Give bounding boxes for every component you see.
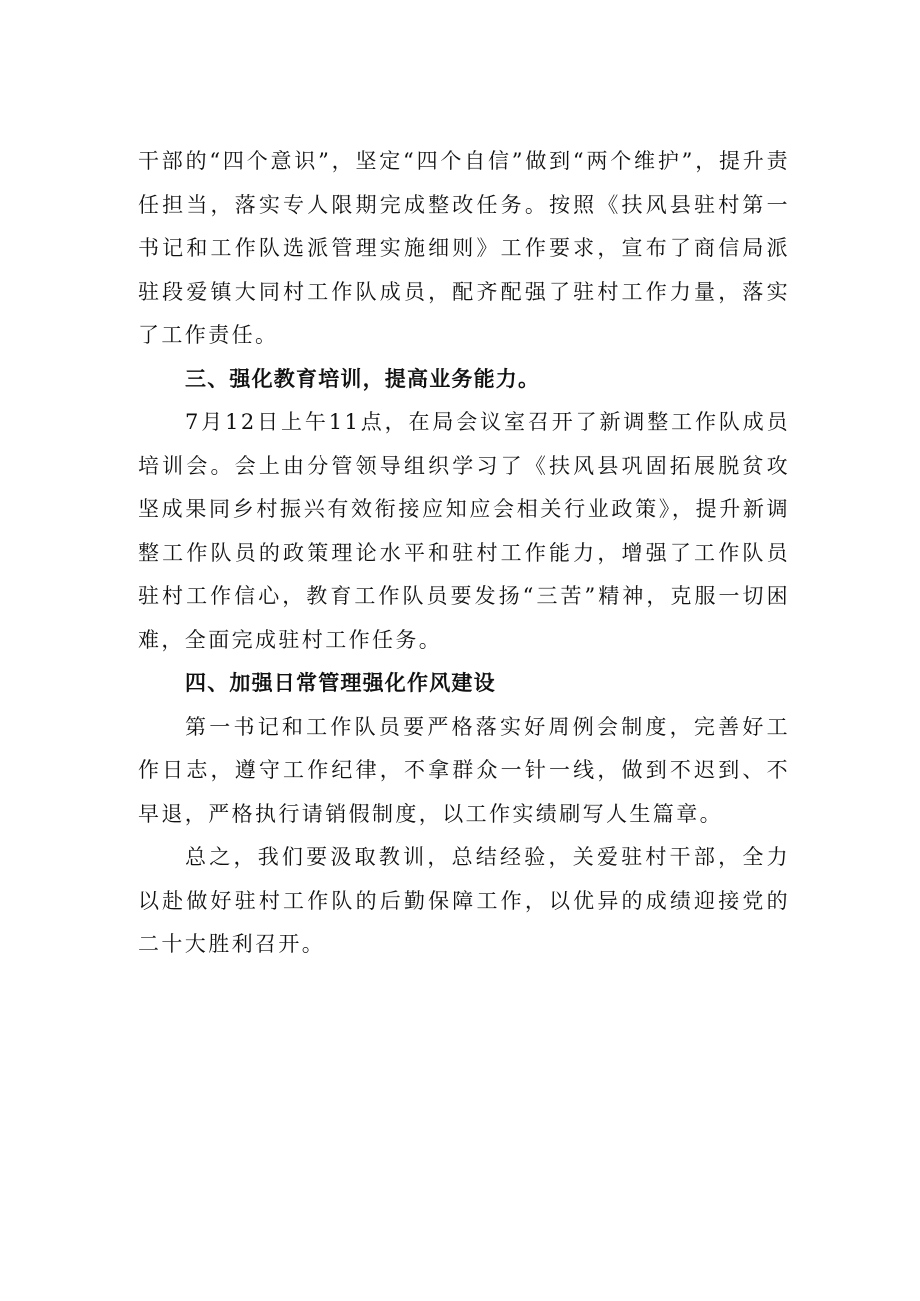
- paragraph-continuation: 干部的“四个意识”，坚定“四个自信”做到“两个维护”，提升责任担当，落实专人限期完成整改任务。按照《扶风县驻村第一书记和工作队选派管理实施细则》工作要求，宣布了商信局派驻段爱镇大同村工作队成员，配齐配强了驻村工作力量，落实了工作责任。: [138, 149, 790, 347]
- section-heading-four: 四、加强日常管理强化作风建设: [185, 671, 496, 695]
- section-heading-three: 三、强化教育培训，提高业务能力。: [185, 366, 541, 391]
- document-body: [138, 140, 790, 967]
- paragraph-training: 7月12日上午11点，在局会议室召开了新调整工作队成员培训会。会上由分管领导组织学习了《扶风县巩固拓展脱贫攻坚成果同乡村振兴有效衔接应知应会相关行业政策》，提升新调整工作队员的政策理论水平和驻村工作能力，增强了工作队员驻村工作信心，教育工作队员要发扬“三苦”精神，克服一切困难，全面完成驻村工作任务。: [138, 410, 790, 652]
- paragraph-management: 第一书记和工作队员要严格落实好周例会制度，完善好工作日志，遵守工作纪律，不拿群众一针一线，做到不迟到、不早退，严格执行请销假制度，以工作实绩刷写人生篇章。: [138, 714, 790, 826]
- paragraph-conclusion: 总之，我们要汲取教训，总结经验，关爱驻村干部，全力以赴做好驻村工作队的后勤保障工作，以优异的成绩迎接党的二十大胜利召开。: [138, 845, 790, 956]
